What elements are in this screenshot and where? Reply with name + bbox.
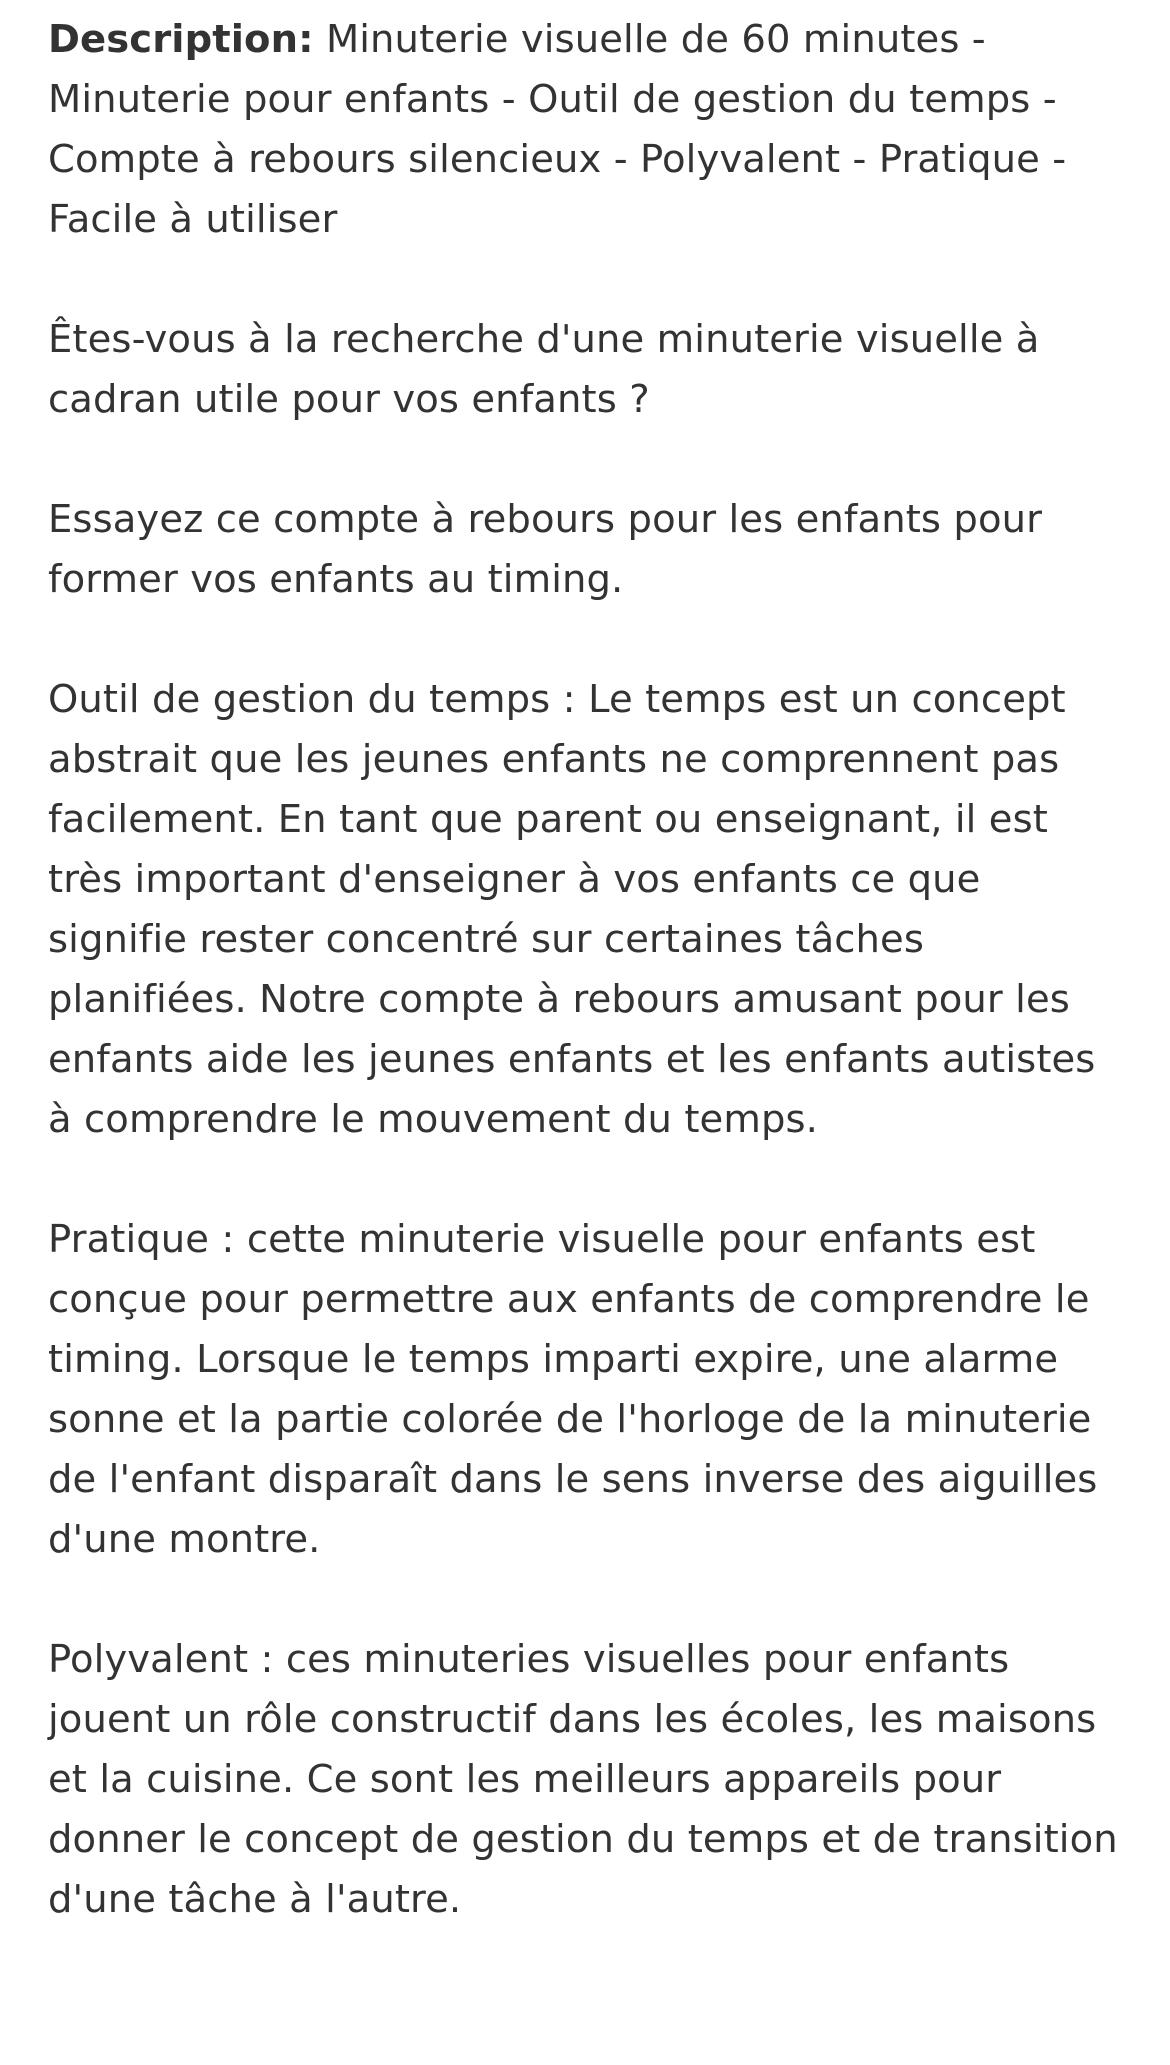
product-description (48, 10, 1128, 1990)
paragraph-time-management: Outil de gestion du temps : Le temps est un concept abstrait que les jeunes enfants ne comprennent pas facilement. En tant que parent ou enseignant, il est très important d'enseigner à vos enfants ce que signifie rester concentré sur certaines tâches planifiées. Notre compte à rebours amusant pour les enfants aide les jeunes enfants et les enfants autistes à comprendre le mouvement du temps. (48, 677, 1096, 1142)
description-text: Minuterie visuelle de 60 minutes - Minuterie pour enfants - Outil de gestion du temps - Compte à rebours silencieux - Polyvalent - Pratique - Facile à utiliser (48, 17, 1067, 242)
description-intro (48, 10, 1128, 250)
paragraph-question: Êtes-vous à la recherche d'une minuterie visuelle à cadran utile pour vos enfants ? (48, 317, 1040, 422)
paragraph-suggestion: Essayez ce compte à rebours pour les enfants pour former vos enfants au timing. (48, 497, 1043, 602)
paragraph-practical: Pratique : cette minuterie visuelle pour enfants est conçue pour permettre aux enfants de comprendre le timing. Lorsque le temps imparti expire, une alarme sonne et la partie colorée de l'horloge de la minuterie de l'enfant disparaît dans le sens inverse des aiguilles d'une montre. (48, 1217, 1098, 1562)
description-label: Description: (48, 17, 314, 62)
paragraph-versatile: Polyvalent : ces minuteries visuelles pour enfants jouent un rôle constructif dans les écoles, les maisons et la cuisine. Ce sont les meilleurs appareils pour donner le concept de gestion du temps et de transition d'une tâche à l'autre. (48, 1637, 1118, 1922)
